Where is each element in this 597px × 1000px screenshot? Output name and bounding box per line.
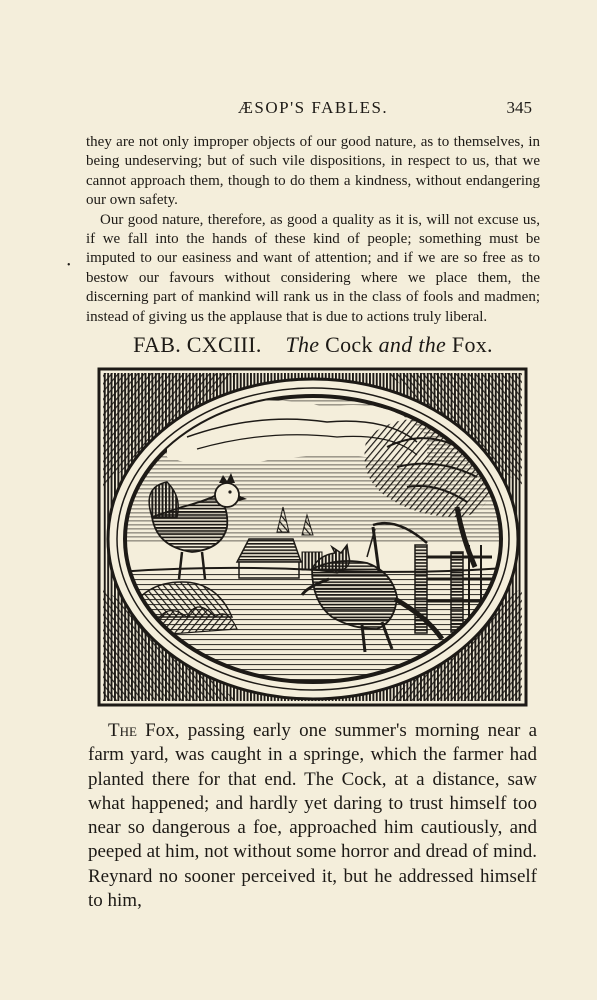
woodcut-illustration (97, 367, 528, 707)
fable-number: FAB. CXCIII. (133, 332, 262, 357)
fable-title-and: and (378, 332, 413, 357)
moral-paragraph-1: they are not only improper objects of our good nature, as to themselves, in being undeserving; but of such vile dispositions, in respect to us, that we cannot approach them, though to do them a kindness, without endangering our own safety. (86, 134, 540, 209)
moral-text (86, 133, 540, 327)
story-lead-word: The (108, 720, 137, 741)
margin-mark: • (67, 260, 71, 271)
fable-title-fox: Fox. (451, 332, 493, 357)
moral-paragraph-2: Our good nature, therefore, as good a quality as it is, will not excuse us, if we fall into the hands of these kind of people; something must be imputed to our easiness and want of attention; and if we are so free as to bestow our favours without considering where we place them, the discerning part of mankind will rank us in the class of fools and madmen; instead of giving us the applause that is due to actions truly liberal. (86, 211, 540, 325)
fable-heading (86, 332, 540, 358)
story-text: Fox, passing early one summer's morning near a farm yard, was caught in a springe, which the farmer had planted there for that end. The Cock, at a distance, saw what happened; and hardly yet daring to trust himself too near so dangerous a foe, approached him cautiously, and peeped at him, not without some horror and dread of mind. Reynard no sooner perceived it, but he addressed himself to him, (88, 720, 538, 912)
running-title: ÆSOP'S FABLES. (237, 98, 389, 117)
page-number: 345 (506, 98, 532, 117)
fable-story (88, 719, 537, 913)
fable-title-cock: Cock (325, 332, 373, 357)
fable-title-the2: the (418, 332, 447, 357)
running-head (86, 98, 540, 120)
story-paragraph (88, 719, 537, 913)
fable-title-the: The (285, 332, 320, 357)
